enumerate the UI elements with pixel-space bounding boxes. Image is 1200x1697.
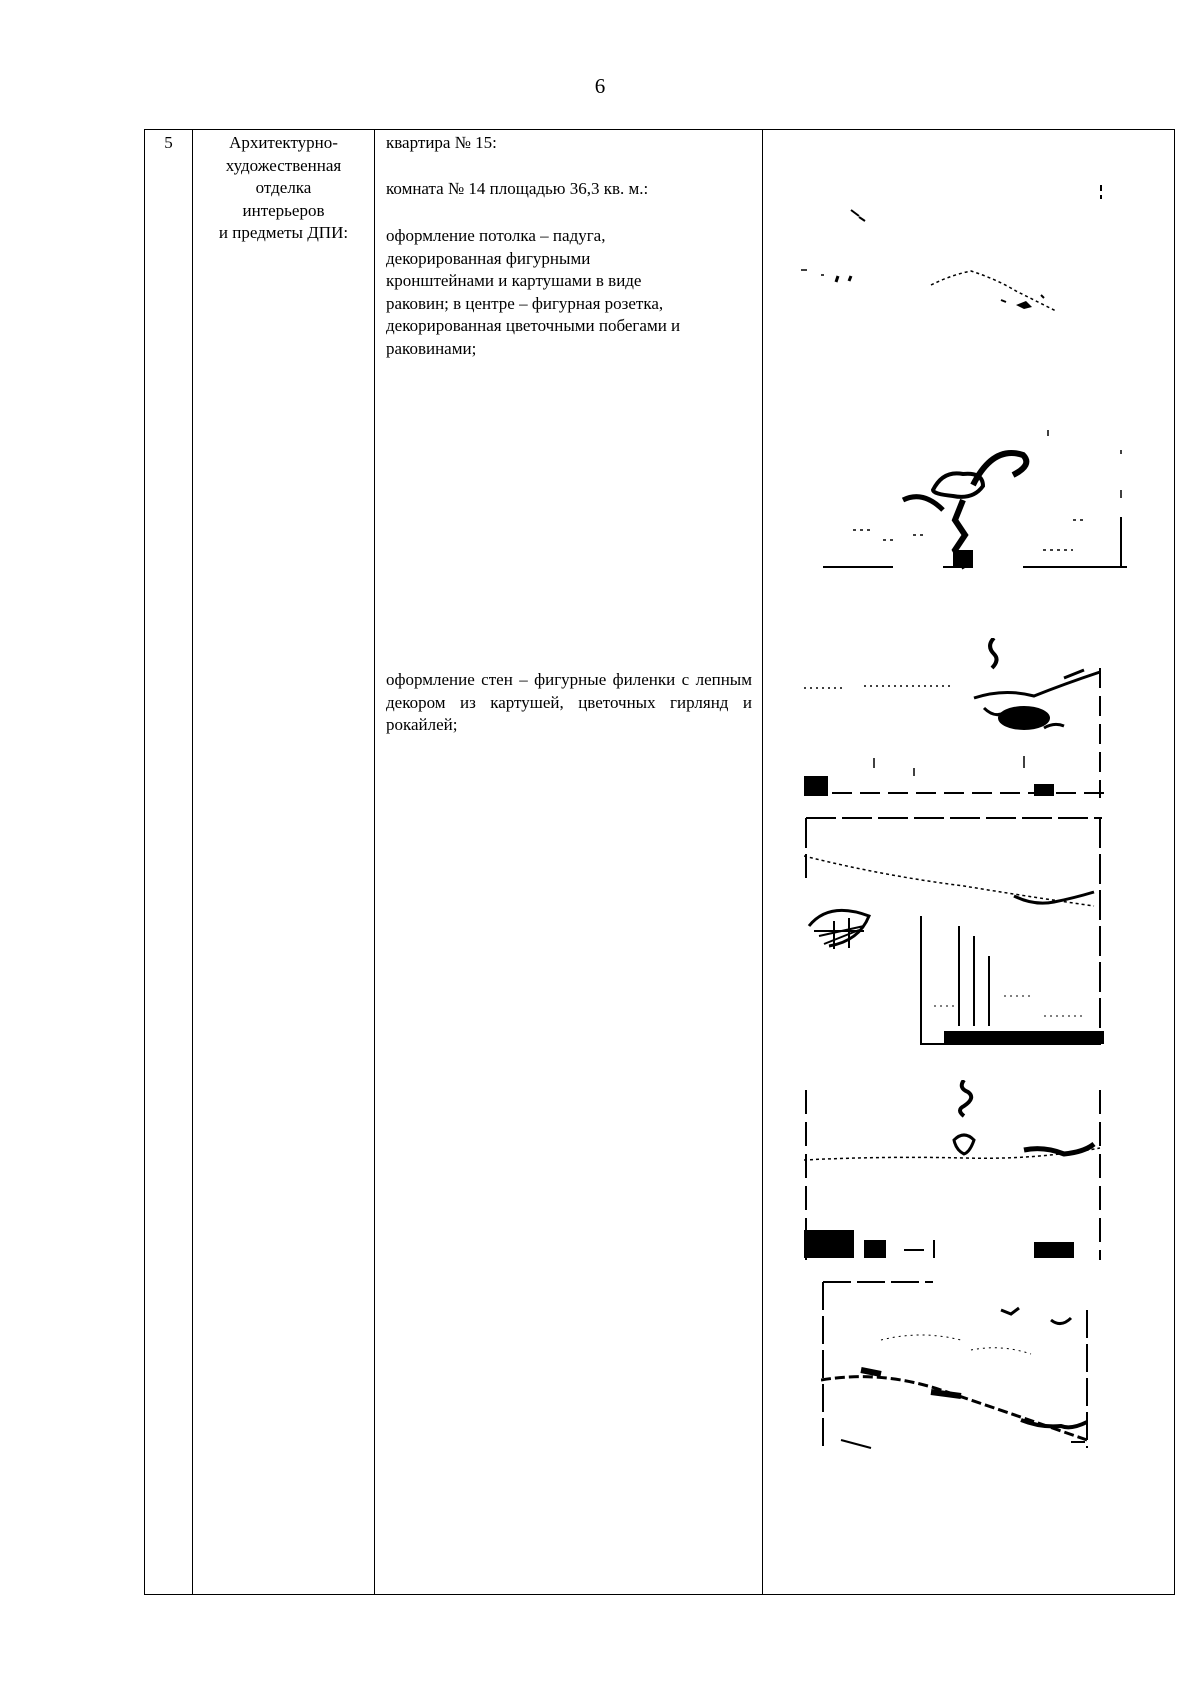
wall-panel-image-2: [804, 816, 1104, 1046]
ceiling-line: декорированная цветочными побегами и: [386, 316, 681, 335]
ceiling-description: [386, 225, 752, 360]
room-heading: комната № 14 площадью 36,3 кв. м.:: [386, 179, 649, 198]
wall-panel-image-4: [821, 1280, 1091, 1450]
wall-panel-image-1: [804, 638, 1104, 798]
category-line: отделка: [255, 178, 312, 197]
photos-cell: [763, 130, 1175, 1595]
description-cell: [375, 130, 763, 1595]
apartment-heading: квартира № 15:: [386, 133, 497, 152]
ceiling-bracket-photo: [823, 430, 1128, 570]
ceiling-cove-image: [801, 185, 1111, 330]
ceiling-line: кронштейнами и картушами в виде: [386, 271, 642, 290]
category-cell: [193, 130, 375, 1595]
category-label: [193, 130, 374, 245]
ceiling-cove-photo-top: [801, 185, 1111, 330]
ceiling-line: раковин; в центре – фигурная розетка,: [386, 293, 664, 313]
ceiling-line: оформление потолка – падуга,: [386, 226, 606, 245]
row-number: 5: [164, 133, 173, 152]
category-line: интерьеров: [242, 200, 325, 220]
bracket-image: [823, 430, 1128, 570]
page-number: 6: [594, 74, 606, 98]
heritage-table: [144, 129, 1175, 1595]
table-row: [145, 130, 1175, 1595]
ceiling-line: декорированная фигурными: [386, 248, 591, 268]
category-line: художественная: [225, 155, 342, 175]
wall-panel-photo-3: [804, 1080, 1104, 1260]
walls-description: оформление стен – фигурные филенки с лепным декором из картушей, цветочных гирлянд и рокайлей;: [386, 670, 752, 734]
row-number-cell: [145, 130, 193, 1595]
category-line: Архитектурно-: [229, 133, 338, 152]
wall-panel-photo-2: [804, 816, 1104, 1046]
category-line: и предметы ДПИ:: [218, 223, 349, 242]
wall-panel-photo-1: [804, 638, 1104, 798]
wall-panel-photo-4: [821, 1280, 1091, 1450]
ceiling-line: раковинами;: [386, 338, 477, 358]
wall-panel-image-3: [804, 1080, 1104, 1260]
